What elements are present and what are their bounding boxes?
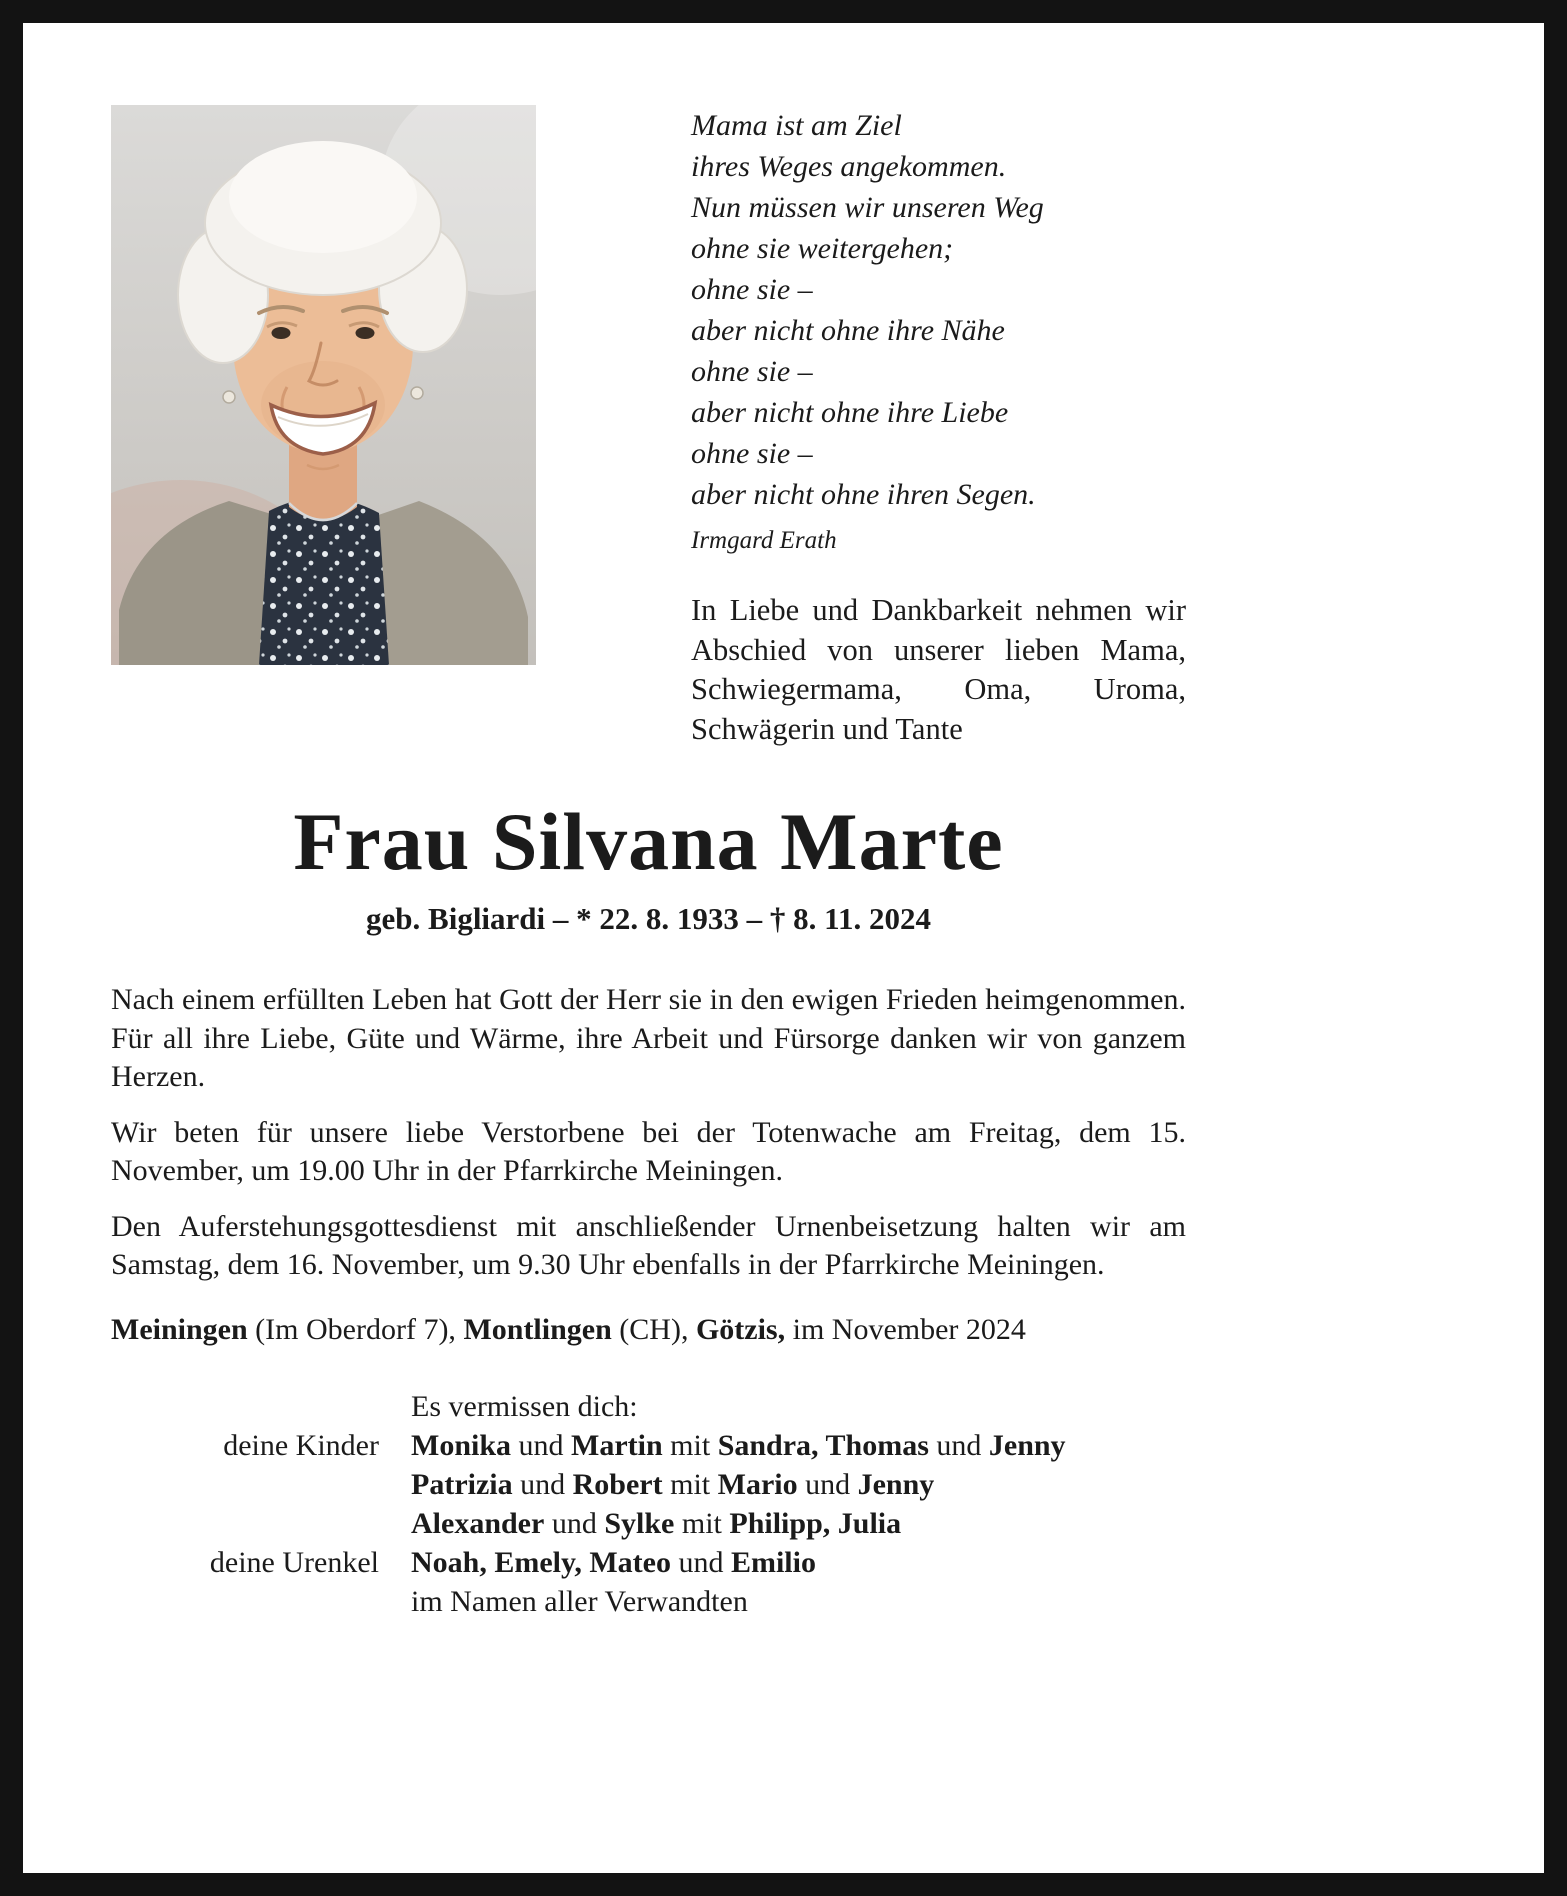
- body-paragraph: Nach einem erfüllten Leben hat Gott der Herr sie in den ewigen Frieden heimgenommen. Für all ihre Liebe, Güte und Wärme, ihre Arbeit und Fürsorge danken wir von ganzem Herzen.: [111, 983, 1186, 1094]
- mourner-row: [111, 1504, 1186, 1543]
- body-paragraph: Den Auferstehungsgottesdienst mit anschließender Urnenbeisetzung halten wir am Samstag, dem 16. November, um 9.30 Uhr ebenfalls in der Pfarrkirche Meiningen.: [111, 1209, 1186, 1282]
- poem: Mama ist am Ziel ihres Weges angekommen. Nun müssen wir unseren Weg ohne sie weitergehen; ohne sie – aber nicht ohne ihre Nähe ohne sie – aber nicht ohne ihre Liebe ohne sie – aber nicht ohne ihren Segen.: [691, 109, 1044, 511]
- mourner-names: im Namen aller Verwandten: [411, 1584, 748, 1618]
- announcement-paragraphs: [111, 981, 1186, 1285]
- mourners-heading: Es vermissen dich:: [411, 1389, 638, 1423]
- mourners-section: [111, 1387, 1186, 1621]
- deceased-dates: geb. Bigliardi – * 22. 8. 1933 – † 8. 11. 2024: [366, 901, 931, 937]
- deceased-name: Frau Silvana Marte: [293, 796, 1004, 887]
- mourner-label: [111, 1465, 379, 1504]
- portrait-photo: [111, 105, 536, 665]
- portrait-illustration: [111, 105, 536, 665]
- farewell-text: In Liebe und Dankbarkeit nehmen wir Abschied von unserer lieben Mama, Schwiegermama, Oma, Uroma, Schwägerin und Tante: [691, 593, 1186, 746]
- place-dateline: Meiningen (Im Oberdorf 7), Montlingen (CH), Götzis, im November 2024: [111, 1312, 1026, 1346]
- mourner-row: [111, 1582, 1186, 1621]
- header-right-column: [691, 105, 1186, 749]
- poem-author: Irmgard Erath: [691, 527, 837, 554]
- mourner-names: Alexander und Sylke mit Philipp, Julia: [411, 1506, 902, 1540]
- mourner-names: Patrizia und Robert mit Mario und Jenny: [411, 1467, 935, 1501]
- mourner-row: [111, 1426, 1186, 1465]
- mourner-row: [111, 1543, 1186, 1582]
- body-paragraph: Wir beten für unsere liebe Verstorbene bei der Totenwache am Freitag, dem 15. November, um 19.00 Uhr in der Pfarrkirche Meiningen.: [111, 1115, 1186, 1188]
- obituary-content: [111, 105, 1186, 1621]
- mourner-label: [111, 1582, 379, 1621]
- mourner-label: deine Urenkel: [209, 1545, 379, 1579]
- mourners-heading-row: [111, 1387, 1186, 1426]
- mourner-names: Noah, Emely, Mateo und Emilio: [411, 1545, 816, 1579]
- mourner-label: deine Kinder: [223, 1428, 379, 1462]
- mourner-row: [111, 1465, 1186, 1504]
- mourner-label: [111, 1504, 379, 1543]
- mourner-label: [111, 1387, 379, 1426]
- header-section: [111, 105, 1186, 749]
- mourner-names: Monika und Martin mit Sandra, Thomas und Jenny: [411, 1428, 1066, 1462]
